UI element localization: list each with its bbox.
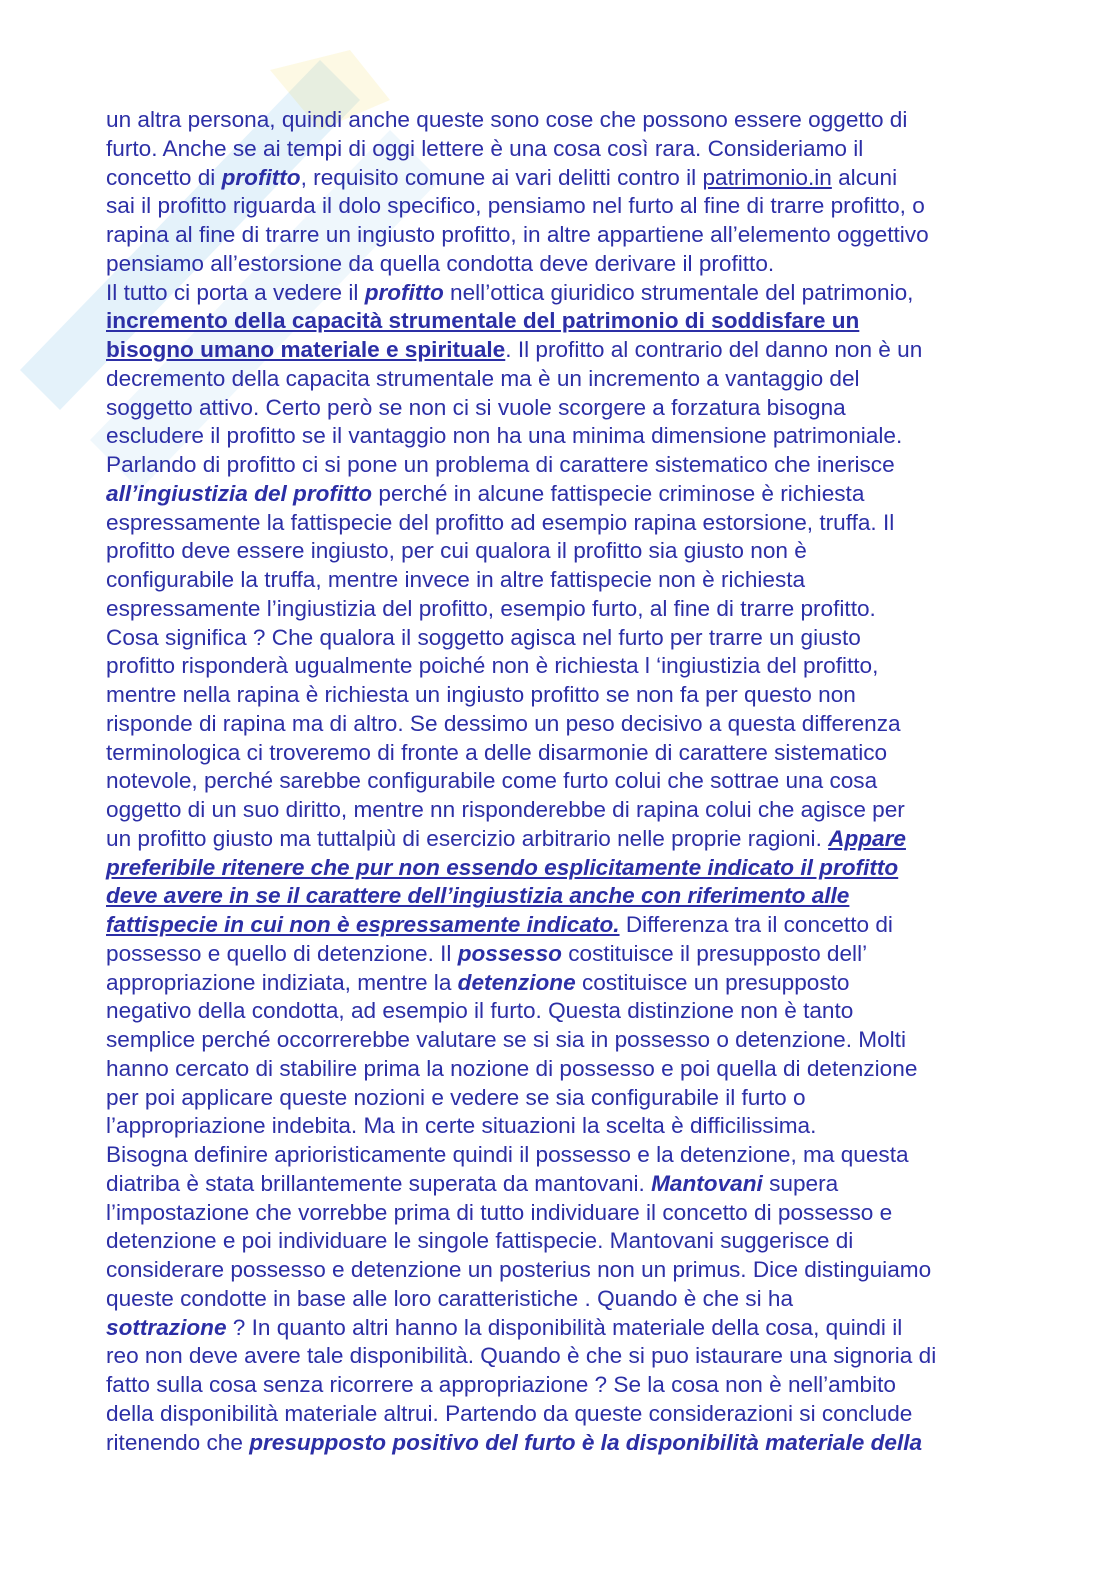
text-run: semplice perché occorrerebbe valutare se si sia in possesso o detenzione. Molti — [106, 1027, 906, 1052]
text-line — [106, 710, 1006, 739]
text-line — [106, 422, 1006, 451]
text-run: Parlando di profitto ci si pone un problema di carattere sistematico che inerisce — [106, 452, 895, 477]
text-line — [106, 480, 1006, 509]
text-run: costituisce un presupposto — [575, 969, 850, 995]
text-line — [106, 221, 1006, 250]
text-run: costituisce il presupposto dell’ — [561, 940, 868, 966]
text-run: soggetto attivo. Certo però se non ci si vuole scorgere a forzatura bisogna — [106, 394, 846, 420]
text-run: sai il profitto riguarda il dolo specifico, pensiamo nel furto al fine di trarre profitto, o — [106, 193, 925, 219]
text-run: escludere il profitto se il vantaggio non ha una minima dimensione patrimoniale. — [106, 423, 903, 449]
text-line — [106, 394, 1006, 423]
text-run: per poi applicare queste nozioni e vedere se sia configurabile il furto o — [106, 1084, 806, 1110]
emphasized-text: profitto — [221, 164, 301, 190]
text-line — [106, 537, 1006, 566]
text-run: hanno cercato di stabilire prima la nozione di possesso e poi quella di detenzione — [106, 1055, 918, 1081]
text-line — [106, 624, 1006, 653]
text-line — [106, 1371, 1006, 1400]
text-run: nell’ottica giuridico strumentale del patrimonio, — [443, 279, 914, 305]
text-run: queste condotte in base alle loro caratteristiche . Quando è che si ha — [106, 1285, 794, 1311]
text-run: considerare possesso e detenzione un posterius non un primus. Dice distinguiamo — [106, 1257, 932, 1282]
text-run: Bisogna definire aprioristicamente quindi il possesso e la detenzione, ma questa — [106, 1142, 909, 1167]
text-line — [106, 595, 1006, 624]
text-run: detenzione e poi individuare le singole fattispecie. Mantovani suggerisce di — [106, 1228, 854, 1254]
text-run: alcuni — [831, 164, 898, 190]
text-run: fatto sulla cosa senza ricorrere a appropriazione ? Se la cosa non è nell’ambito — [106, 1372, 896, 1397]
text-line — [106, 1285, 1006, 1314]
text-line — [106, 911, 1006, 940]
text-line — [106, 307, 1006, 336]
text-line — [106, 969, 1006, 998]
document-body — [106, 106, 1006, 1457]
text-line — [106, 1342, 1006, 1371]
text-run: espressamente la fattispecie del profitto ad esempio rapina estorsione, truffa. Il — [106, 509, 895, 535]
text-run: risponde di rapina ma di altro. Se dessimo un peso decisivo a questa differenza — [106, 710, 901, 736]
hyperlink[interactable]: patrimonio.in — [702, 164, 832, 190]
text-line — [106, 1112, 1006, 1141]
text-line — [106, 681, 1006, 710]
text-run: decremento della capacita strumentale ma è un incremento a vantaggio del — [106, 365, 860, 391]
text-run: espressamente l’ingiustizia del profitto, esempio furto, al fine di trarre profitto. — [106, 595, 876, 621]
text-run: l’appropriazione indebita. Ma in certe situazioni la scelta è difficilissima. — [106, 1113, 817, 1139]
text-run: pensiamo all’estorsione da quella condotta deve derivare il profitto. — [106, 250, 775, 276]
text-run: configurabile la truffa, mentre invece in altre fattispecie non è richiesta — [106, 567, 806, 592]
text-line — [106, 1199, 1006, 1228]
text-line — [106, 652, 1006, 681]
emphasized-text: possesso — [457, 940, 562, 966]
text-run: l’impostazione che vorrebbe prima di tutto individuare il concetto di possesso e — [106, 1199, 893, 1225]
emphasized-text: fattispecie in cui non è espressamente indicato. — [106, 912, 620, 937]
emphasized-text: profitto — [364, 279, 444, 305]
text-line — [106, 365, 1006, 394]
text-run: oggetto di un suo diritto, mentre nn risponderebbe di rapina colui che agisce per — [106, 797, 905, 822]
text-run: rapina al fine di trarre un ingiusto profitto, in altre appartiene all’elemento oggettivo — [106, 222, 929, 247]
emphasized-text: presupposto positivo del furto è la disponibilità materiale della — [249, 1429, 923, 1455]
emphasized-text: sottrazione — [106, 1314, 227, 1340]
text-run: un profitto giusto ma tuttalpiù di esercizio arbitrario nelle proprie ragioni. — [106, 825, 829, 851]
emphasized-text: Mantovani — [651, 1170, 763, 1196]
text-run: terminologica ci troveremo di fronte a delle disarmonie di carattere sistematico — [106, 739, 888, 765]
text-line — [106, 1055, 1006, 1084]
text-run: reo non deve avere tale disponibilità. Quando è che si puo istaurare una signoria di — [106, 1343, 937, 1369]
text-line — [106, 336, 1006, 365]
text-line — [106, 279, 1006, 308]
text-line — [106, 1141, 1006, 1170]
text-run: Cosa significa ? Che qualora il soggetto agisca nel furto per trarre un giusto — [106, 624, 861, 650]
text-run: concetto di — [106, 164, 222, 190]
text-line — [106, 1256, 1006, 1285]
text-run: negativo della condotta, ad esempio il furto. Questa distinzione non è tanto — [106, 998, 854, 1024]
emphasized-text: all’ingiustizia del profitto — [106, 480, 373, 506]
emphasized-text: preferibile ritenere che pur non essendo esplicitamente indicato il profitto — [106, 854, 899, 880]
text-run: supera — [762, 1170, 839, 1196]
text-line — [106, 882, 1006, 911]
text-run: furto. Anche se ai tempi di oggi lettere è una cosa così rara. Consideriamo il — [106, 135, 864, 161]
text-line — [106, 509, 1006, 538]
text-run: diatriba è stata brillantemente superata da mantovani. — [106, 1170, 652, 1196]
text-run: ? In quanto altri hanno la disponibilità materiale della cosa, quindi il — [226, 1314, 903, 1340]
text-run: profitto deve essere ingiusto, per cui qualora il profitto sia giusto non è — [106, 538, 807, 564]
text-run: mentre nella rapina è richiesta un ingiusto profitto se non fa per questo non — [106, 682, 856, 707]
text-line — [106, 192, 1006, 221]
text-run: Il tutto ci porta a vedere il — [106, 279, 365, 305]
text-run: perché in alcune fattispecie criminose è richiesta — [372, 480, 865, 506]
text-line — [106, 1429, 1006, 1458]
text-line — [106, 940, 1006, 969]
text-line — [106, 739, 1006, 768]
text-run: ritenendo che — [106, 1429, 250, 1455]
text-line — [106, 250, 1006, 279]
text-line — [106, 1170, 1006, 1199]
text-line — [106, 767, 1006, 796]
text-run: possesso e quello di detenzione. Il — [106, 940, 458, 966]
emphasized-text: deve avere in se il carattere dell’ingiustizia anche con riferimento alle — [106, 883, 850, 909]
text-run: Differenza tra il concetto di — [619, 912, 893, 937]
text-line — [106, 451, 1006, 480]
text-line — [106, 825, 1006, 854]
text-line — [106, 1084, 1006, 1113]
text-line — [106, 1400, 1006, 1429]
text-run: . Il profitto al contrario del danno non è un — [505, 337, 923, 362]
text-line — [106, 135, 1006, 164]
emphasized-text: incremento della capacità strumentale del patrimonio di soddisfare un — [106, 308, 860, 334]
text-line — [106, 164, 1006, 193]
emphasized-text: Appare — [828, 825, 906, 851]
emphasized-text: bisogno umano materiale e spirituale — [106, 337, 506, 362]
text-line — [106, 106, 1006, 135]
text-run: un altra persona, quindi anche queste sono cose che possono essere oggetto di — [106, 107, 908, 132]
emphasized-text: detenzione — [457, 969, 576, 995]
text-run: , requisito comune ai vari delitti contro il — [300, 164, 703, 190]
text-run: appropriazione indiziata, mentre la — [106, 969, 458, 995]
text-run: notevole, perché sarebbe configurabile come furto colui che sottrae una cosa — [106, 768, 878, 794]
text-line — [106, 854, 1006, 883]
text-run: profitto risponderà ugualmente poiché non è richiesta l ‘ingiustizia del profitto, — [106, 653, 879, 679]
text-line — [106, 566, 1006, 595]
text-line — [106, 1026, 1006, 1055]
text-run: della disponibilità materiale altrui. Partendo da queste considerazioni si conclude — [106, 1400, 913, 1426]
text-line — [106, 1314, 1006, 1343]
text-line — [106, 997, 1006, 1026]
text-line — [106, 1227, 1006, 1256]
text-line — [106, 796, 1006, 825]
